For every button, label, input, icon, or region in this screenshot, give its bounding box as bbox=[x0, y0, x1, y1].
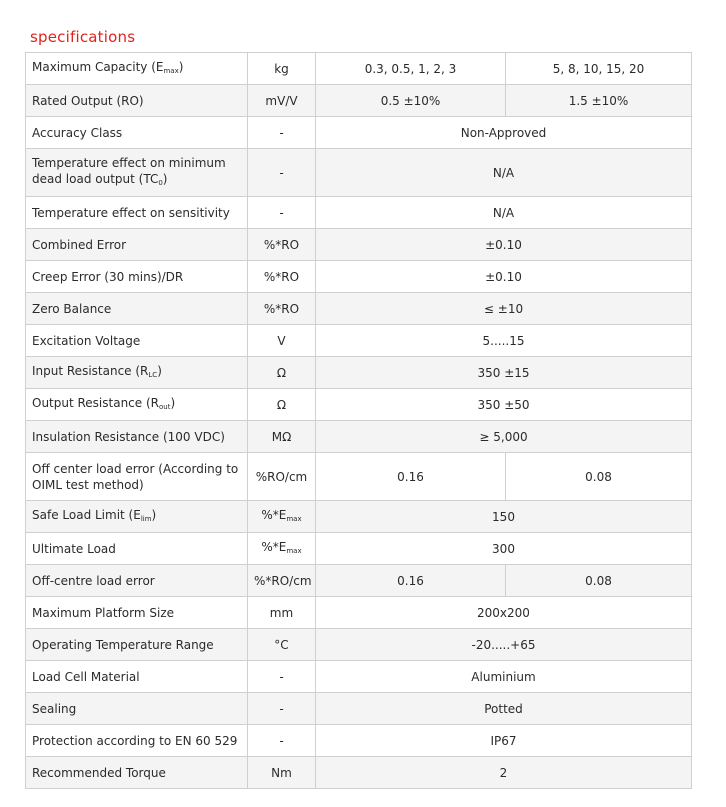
spec-label: Load Cell Material bbox=[26, 661, 248, 693]
spec-label: Combined Error bbox=[26, 229, 248, 261]
spec-label: Accuracy Class bbox=[26, 117, 248, 149]
spec-label: Input Resistance $(R_{LC})$ bbox=[26, 357, 248, 389]
table-row bbox=[26, 149, 692, 197]
spec-label: Maximum Platform Size bbox=[26, 597, 248, 629]
table-row bbox=[26, 357, 692, 389]
specifications-table bbox=[25, 52, 692, 789]
spec-value: 1.5 ±10% bbox=[506, 85, 692, 117]
table-row bbox=[26, 597, 692, 629]
spec-unit: Ω bbox=[248, 357, 316, 389]
table-row bbox=[26, 85, 692, 117]
spec-unit: MΩ bbox=[248, 421, 316, 453]
spec-value: Aluminium bbox=[316, 661, 692, 693]
spec-label: Protection according to EN 60 529 bbox=[26, 725, 248, 757]
table-row bbox=[26, 261, 692, 293]
spec-label: Safe Load Limit $(E_{lim})$ bbox=[26, 501, 248, 533]
spec-value: 5.....15 bbox=[316, 325, 692, 357]
spec-label: Excitation Voltage bbox=[26, 325, 248, 357]
spec-unit: - bbox=[248, 725, 316, 757]
spec-unit: %*RO bbox=[248, 261, 316, 293]
spec-label: Recommended Torque bbox=[26, 757, 248, 789]
table-row bbox=[26, 229, 692, 261]
spec-label: Ultimate Load bbox=[26, 533, 248, 565]
spec-value: 0.3, 0.5, 1, 2, 3 bbox=[316, 53, 506, 85]
spec-value: 2 bbox=[316, 757, 692, 789]
spec-value: 350 ±50 bbox=[316, 389, 692, 421]
spec-unit: mV/V bbox=[248, 85, 316, 117]
table-row bbox=[26, 725, 692, 757]
spec-unit: - bbox=[248, 149, 316, 197]
spec-value: 200x200 bbox=[316, 597, 692, 629]
spec-unit: Nm bbox=[248, 757, 316, 789]
table-row bbox=[26, 565, 692, 597]
spec-label: Temperature effect on sensitivity bbox=[26, 197, 248, 229]
spec-unit: V bbox=[248, 325, 316, 357]
spec-label: Operating Temperature Range bbox=[26, 629, 248, 661]
table-row bbox=[26, 533, 692, 565]
table-row bbox=[26, 53, 692, 85]
spec-value: 350 ±15 bbox=[316, 357, 692, 389]
section-title: specifications bbox=[30, 28, 136, 46]
spec-unit: °C bbox=[248, 629, 316, 661]
spec-unit: - bbox=[248, 117, 316, 149]
spec-label: Rated Output (RO) bbox=[26, 85, 248, 117]
table-row bbox=[26, 757, 692, 789]
table-row bbox=[26, 325, 692, 357]
spec-value: 0.08 bbox=[506, 565, 692, 597]
spec-value: Potted bbox=[316, 693, 692, 725]
spec-value: 150 bbox=[316, 501, 692, 533]
spec-unit: Ω bbox=[248, 389, 316, 421]
spec-unit: kg bbox=[248, 53, 316, 85]
table-row bbox=[26, 661, 692, 693]
spec-value: 5, 8, 10, 15, 20 bbox=[506, 53, 692, 85]
spec-label: Output Resistance $(R_{out})$ bbox=[26, 389, 248, 421]
table-row bbox=[26, 693, 692, 725]
spec-unit: $\%*E_{max}$ bbox=[248, 533, 316, 565]
table-row bbox=[26, 117, 692, 149]
spec-label: Sealing bbox=[26, 693, 248, 725]
spec-value: 0.5 ±10% bbox=[316, 85, 506, 117]
spec-value: Non-Approved bbox=[316, 117, 692, 149]
spec-label: Off center load error (According to OIML test method) bbox=[26, 453, 248, 501]
spec-unit: - bbox=[248, 197, 316, 229]
spec-unit: %*RO/cm bbox=[248, 565, 316, 597]
spec-value: 0.08 bbox=[506, 453, 692, 501]
table-row bbox=[26, 421, 692, 453]
spec-unit: %*RO bbox=[248, 229, 316, 261]
spec-value: ≥ 5,000 bbox=[316, 421, 692, 453]
spec-label: Zero Balance bbox=[26, 293, 248, 325]
table-row bbox=[26, 197, 692, 229]
spec-unit: %RO/cm bbox=[248, 453, 316, 501]
spec-label: Creep Error (30 mins)/DR bbox=[26, 261, 248, 293]
spec-label: Off-centre load error bbox=[26, 565, 248, 597]
spec-value: -20.....+65 bbox=[316, 629, 692, 661]
spec-value: N/A bbox=[316, 149, 692, 197]
spec-value: IP67 bbox=[316, 725, 692, 757]
spec-value: 0.16 bbox=[316, 453, 506, 501]
spec-value: N/A bbox=[316, 197, 692, 229]
table-row bbox=[26, 293, 692, 325]
spec-label: Temperature effect on minimum dead load output $(TC_0)$ bbox=[26, 149, 248, 197]
spec-value: ≤ ±10 bbox=[316, 293, 692, 325]
spec-unit: $\%*E_{max}$ bbox=[248, 501, 316, 533]
spec-unit: - bbox=[248, 693, 316, 725]
table-row bbox=[26, 629, 692, 661]
table-row bbox=[26, 389, 692, 421]
spec-value: 0.16 bbox=[316, 565, 506, 597]
table-row bbox=[26, 501, 692, 533]
spec-value: ±0.10 bbox=[316, 229, 692, 261]
spec-label: Maximum Capacity $(E_{max})$ bbox=[26, 53, 248, 85]
spec-label: Insulation Resistance (100 VDC) bbox=[26, 421, 248, 453]
spec-unit: mm bbox=[248, 597, 316, 629]
spec-value: ±0.10 bbox=[316, 261, 692, 293]
spec-unit: %*RO bbox=[248, 293, 316, 325]
spec-value: 300 bbox=[316, 533, 692, 565]
spec-unit: - bbox=[248, 661, 316, 693]
table-row bbox=[26, 453, 692, 501]
